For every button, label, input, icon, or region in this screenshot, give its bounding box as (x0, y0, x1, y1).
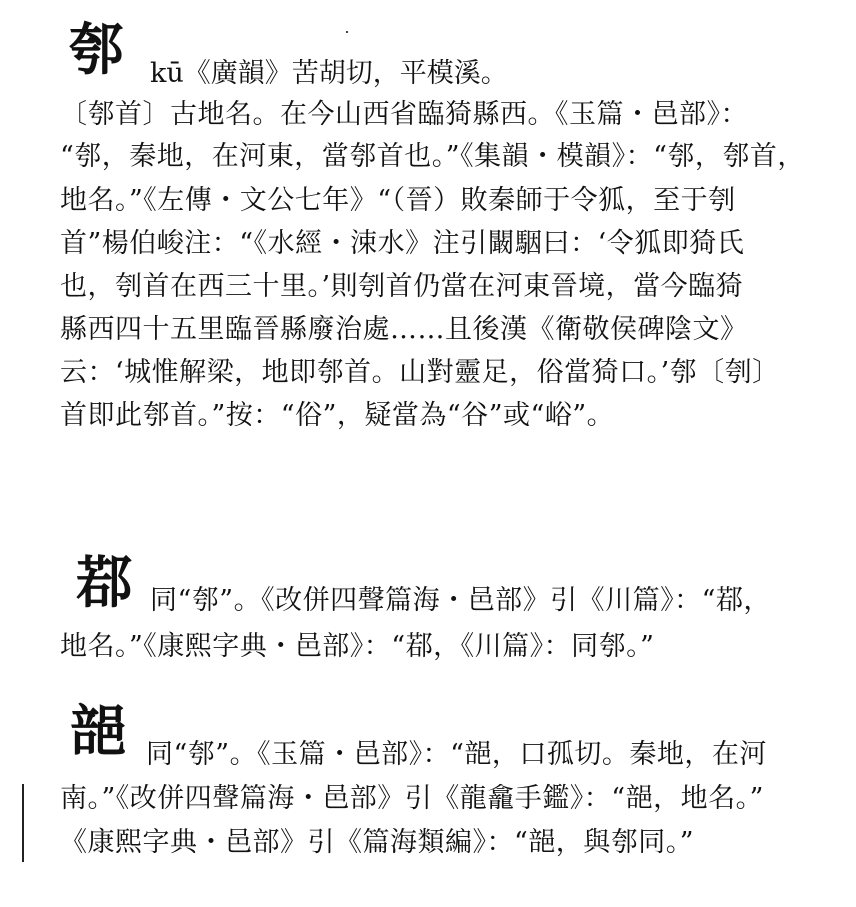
entry-1-line-5: 也，刳首在西三十里。’則刳首仍當在河東晉境，當今臨猗 (60, 271, 744, 302)
entry-1-line-2: “郀，秦地，在河東，當郀首也。”《集韻・模韻》：“郀，郀首， (60, 141, 805, 172)
headword-3: 郶 (70, 699, 124, 765)
entry-2-line-1: 同“郀”。《改併四聲篇海・邑部》引《川篇》：“鄀， (150, 585, 771, 616)
headword-1: 郀 (68, 17, 122, 83)
entry-1-line-7: 云：‘城惟解梁，地即郀首。山對靈足，俗當猗口。’郀〔刳〕 (60, 357, 780, 388)
margin-rule (22, 784, 24, 862)
entry-1-line-3: 地名。”《左傳・文公七年》“（晉）敗秦師于令狐，至于刳 (60, 185, 736, 216)
entry-3-line-1: 同“郀”。《玉篇・邑部》：“郶，口孤切。秦地，在河 (146, 739, 767, 770)
scan-speck (346, 31, 348, 33)
entry-1-line-4: 首”楊伯峻注：“《水經・涑水》注引闞駰曰：‘令狐即猗氏 (60, 228, 745, 259)
entry-1-line-8: 首即此郀首。”按：“俗”，疑當為“谷”或“峪”。 (60, 400, 615, 431)
entry-2-line-2: 地名。”《康熙字典・邑部》：“鄀，《川篇》：同郀。” (60, 631, 655, 662)
entry-1-line-6: 縣西四十五里臨晉縣廢治處……且後漢《衛敬侯碑陰文》 (60, 314, 748, 345)
entry-3-line-3: 《康熙字典・邑部》引《篇海類編》：“郶，與郀同。” (60, 827, 695, 858)
headword-2: 鄀 (76, 550, 130, 616)
pronunciation-1: kū《廣韻》苦胡切，平模溪。 (150, 58, 508, 89)
entry-3-line-2: 南。”《改併四聲篇海・邑部》引《龍龕手鑑》：“郶，地名。” (60, 783, 764, 814)
entry-1-line-1: 〔郀首〕古地名。在今山西省臨猗縣西。《玉篇・邑部》： (60, 99, 748, 130)
